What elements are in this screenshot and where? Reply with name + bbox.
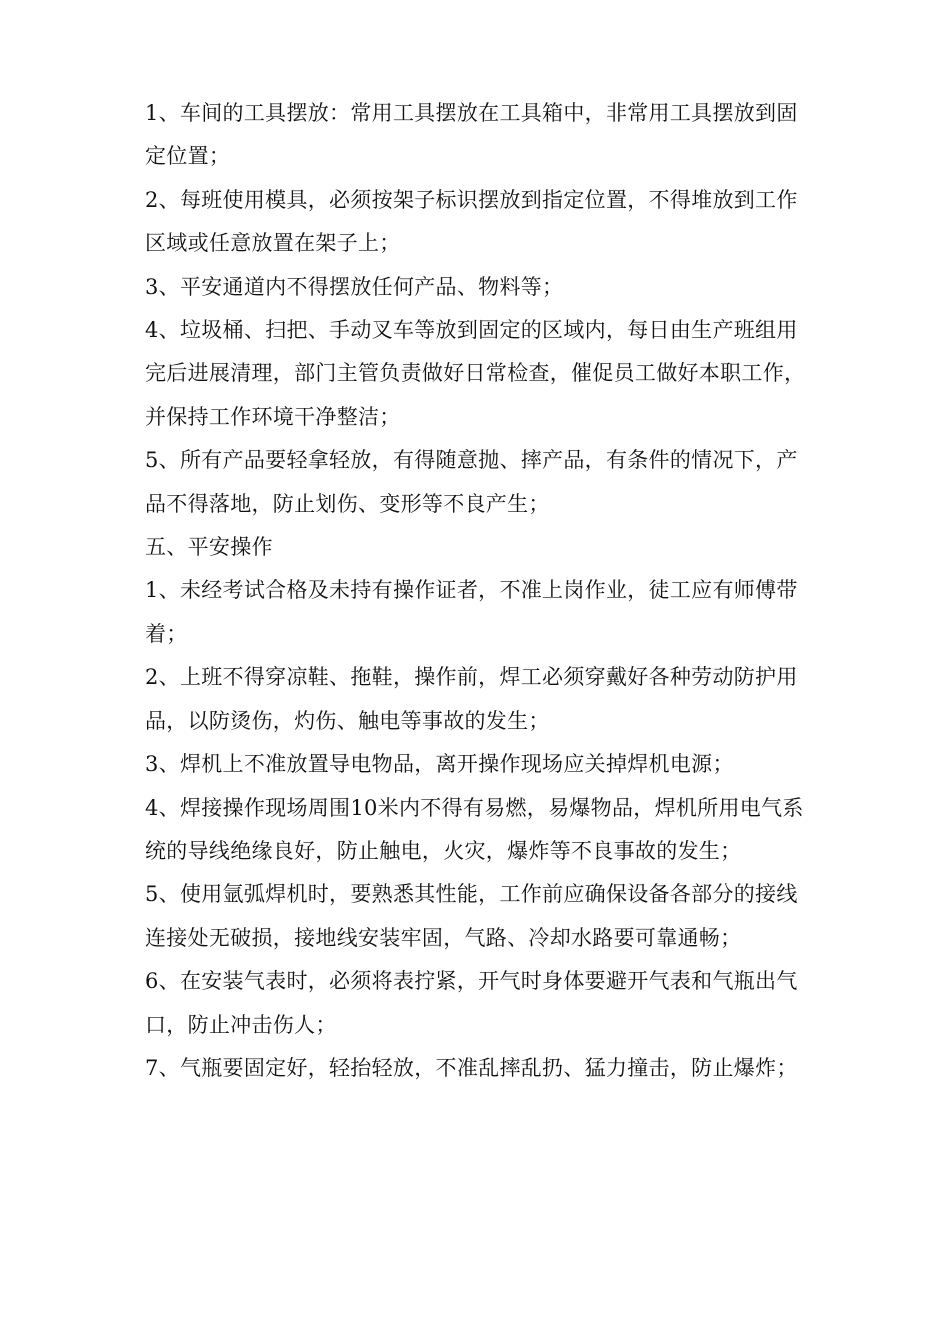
paragraph-certification: 1、未经考试合格及未持有操作证者，不准上岗作业，徒工应有师傅带着； [145,578,798,646]
paragraph-gas-gauge: 6、在安装气表时，必须将表拧紧，开气时身体要避开气表和气瓶出气口，防止冲击伤人； [145,969,798,1037]
document-body [145,92,815,1090]
paragraph-tool-placement: 1、车间的工具摆放：常用工具摆放在工具箱中，非常用工具摆放到固定位置； [145,101,798,169]
paragraph-safety-passage: 3、平安通道内不得摆放任何产品、物料等； [145,274,564,299]
paragraph-mold-usage: 2、每班使用模具，必须按架子标识摆放到指定位置，不得堆放到工作区域或任意放置在架子上； [145,187,798,256]
paragraph-product-handling: 5、所有产品要轻拿轻放，有得随意抛、摔产品，有条件的情况下，产品不得落地，防止划伤、变形等不良产生； [145,448,798,516]
paragraph-argon-welder: 5、使用氩弧焊机时，要熟悉其性能，工作前应确保设备各部分的接线连接处无破损，接地线安装牢固，气路、冷却水路要可靠通畅； [145,882,798,950]
paragraph-protective-gear: 2、上班不得穿凉鞋、拖鞋，操作前，焊工必须穿戴好各种劳动防护用品，以防烫伤，灼伤、触电等事故的发生； [145,665,798,733]
paragraph-flammables: 4、焊接操作现场周围10米内不得有易燃，易爆物品，焊机所用电气系统的导线绝缘良好，防止触电，火灾，爆炸等不良事故的发生； [145,795,804,863]
paragraph-gas-cylinder: 7、气瓶要固定好，轻抬轻放，不准乱摔乱扔、猛力撞击，防止爆炸； [145,1055,798,1080]
paragraph-cleaning-area: 4、垃圾桶、扫把、手动叉车等放到固定的区域内，每日由生产班组用完后进展清理，部门主管负责做好日常检查，催促员工做好本职工作，并保持工作环境干净整洁； [145,318,806,429]
section-heading-safe-operation: 五、平安操作 [145,535,273,560]
paragraph-welder-power: 3、焊机上不准放置导电物品，离开操作现场应关掉焊机电源； [145,752,734,777]
